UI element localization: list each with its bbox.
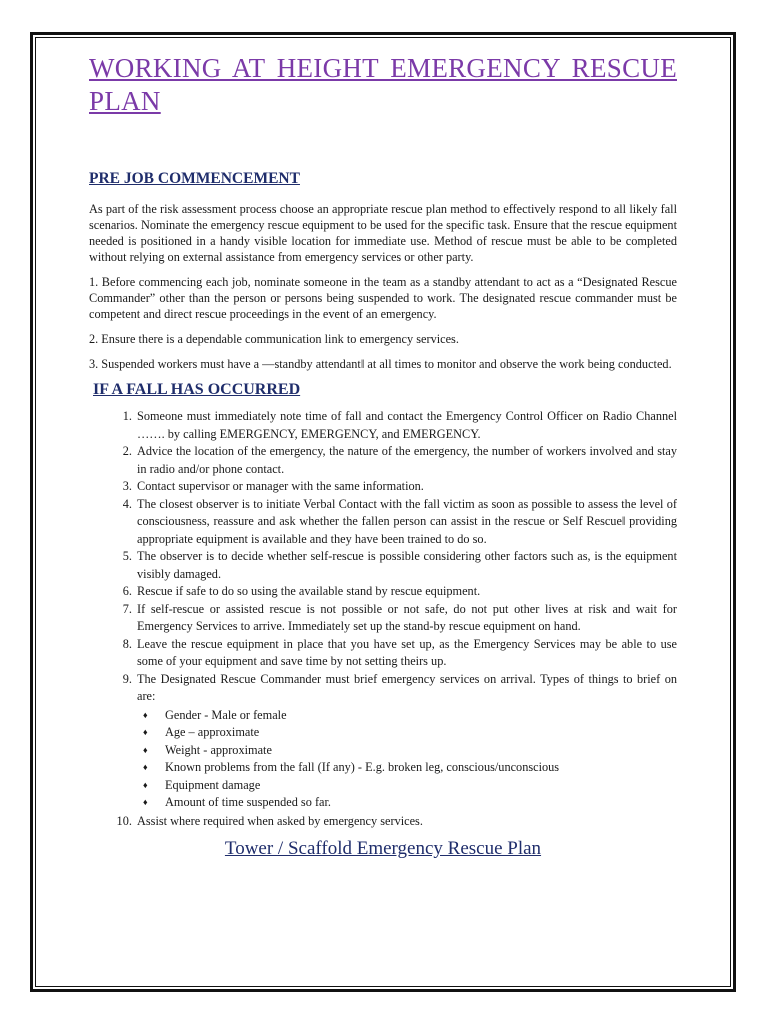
brief-item-text: Known problems from the fall (If any) - E.g. broken leg, conscious/unconscious [165, 760, 560, 774]
pre-job-heading: PRE JOB COMMENCEMENT [89, 170, 300, 187]
pre-job-point-3: 3. Suspended workers must have a —standby attendant‖ at all times to monitor and observe the work being conducted. [89, 357, 672, 371]
fall-occurred-heading: IF A FALL HAS OCCURRED [93, 381, 301, 398]
pre-job-intro: As part of the risk assessment process choose an appropriate rescue plan method to effectively respond to all likely fall scenarios. Nominate the emergency rescue equipment to be used for the specific task. Ensure that the rescue equipment needed is positioned in a handy visible location for immediate use. Method of rescue must be able to be completed without relying on external assistance from emergency services or other party. [89, 202, 677, 264]
brief-item-equipment-damage [143, 777, 677, 795]
pre-job-point-1: 1. Before commencing each job, nominate someone in the team as a standby attendant to act as a “Designated Rescue Commander” other than the person or persons being suspended to work. The designated rescue commander must be competent and direct rescue proceedings in the event of an emergency. [89, 275, 677, 321]
brief-item-text: Age – approximate [165, 725, 260, 739]
diamond-bullet-icon: ♦ [143, 797, 148, 807]
fall-step-5: 5. The observer is to decide whether self-rescue is possible considering other factors such as, is the equipment visibly damaged. [135, 548, 677, 583]
fall-steps-list [89, 408, 677, 830]
diamond-bullet-icon: ♦ [143, 727, 148, 737]
diamond-bullet-icon: ♦ [143, 779, 148, 790]
document-title: WORKING AT HEIGHT EMERGENCY RESCUE PLAN [89, 53, 677, 116]
fall-step-4: 4. The closest observer is to initiate Verbal Contact with the fall victim as soon as possible to assess the level of consciousness, reassure and ask whether the fallen person can assist in the rescue or Self Rescue‖ providing appropriate equipment is available and they have been trained to do so. [135, 496, 677, 549]
fall-step-2: 2. Advice the location of the emergency, the nature of the emergency, the number of workers involved and stay in radio and/or phone contact. [135, 443, 677, 478]
brief-item-time-suspended [143, 794, 677, 812]
fall-step-7: 7. If self-rescue or assisted rescue is not possible or not safe, do not put other lives at risk and wait for Emergency Services to arrive. Immediately set up the stand-by rescue equipment on hand. [135, 601, 677, 636]
tower-scaffold-plan-heading: Tower / Scaffold Emergency Rescue Plan [224, 838, 542, 859]
diamond-bullet-icon: ♦ [143, 762, 148, 772]
fall-step-8: 8. Leave the rescue equipment in place that you have set up, as the Emergency Services may be able to use some of your equipment and save time by not setting theirs up. [135, 636, 677, 671]
diamond-bullet-icon: ♦ [143, 709, 148, 720]
brief-item-weight [143, 742, 677, 760]
fall-step-9 [135, 671, 677, 812]
brief-item-text: Amount of time suspended so far. [165, 795, 331, 809]
brief-item-known-problems [143, 759, 677, 777]
fall-step-6: 6. Rescue if safe to do so using the available stand by rescue equipment. [135, 583, 677, 601]
diamond-bullet-icon: ♦ [143, 744, 148, 755]
fall-step-1: 1. Someone must immediately note time of fall and contact the Emergency Control Officer on Radio Channel ……. by calling EMERGENCY, EMERGENCY, and EMERGENCY. [135, 408, 677, 443]
fall-step-3: 3. Contact supervisor or manager with the same information. [135, 478, 677, 496]
fall-step-9-text: The Designated Rescue Commander must brief emergency services on arrival. Types of things to brief on are: [137, 671, 677, 703]
brief-item-gender [143, 707, 677, 725]
pre-job-point-2: 2. Ensure there is a dependable communication link to emergency services. [89, 332, 459, 346]
brief-item-age [143, 724, 677, 742]
brief-item-text: Equipment damage [165, 777, 261, 792]
brief-item-text: Weight - approximate [165, 742, 272, 757]
fall-step-10: 10. Assist where required when asked by emergency services. [135, 813, 677, 831]
brief-items-list [137, 707, 677, 812]
brief-item-text: Gender - Male or female [165, 707, 287, 722]
document-body [89, 52, 677, 860]
